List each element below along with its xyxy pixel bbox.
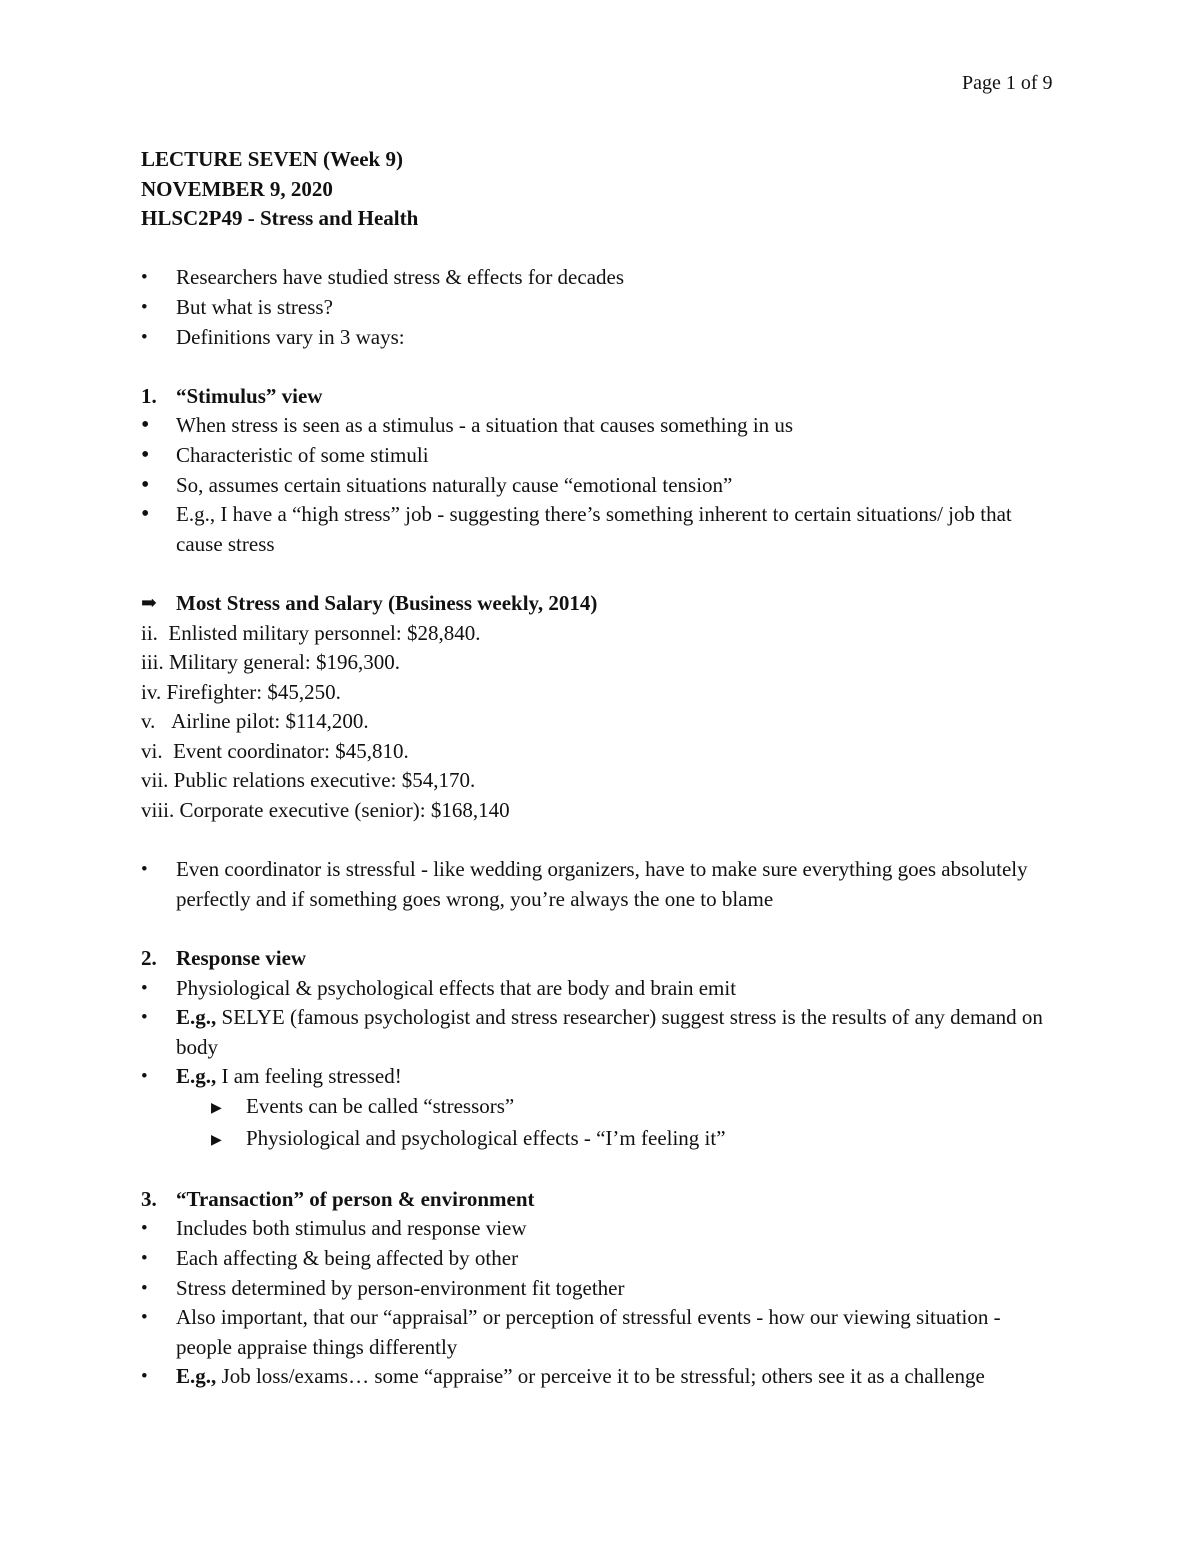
- list-item: vii. Public relations executive: $54,170.: [141, 768, 476, 793]
- triangle-right-icon: ▶: [211, 1132, 222, 1148]
- list-item: • E.g., I am feeling stressed!: [141, 1062, 1061, 1092]
- section-heading: 3. “Transaction” of person & environment: [141, 1186, 535, 1211]
- list-item: ii. Enlisted military personnel: $28,840.: [141, 620, 481, 645]
- bullet-icon: •: [141, 977, 148, 999]
- list-item: • Researchers have studied stress & effects for decades: [141, 263, 1061, 293]
- bullet-icon: •: [141, 1247, 148, 1269]
- bullet-icon: •: [141, 859, 148, 881]
- list-item: • When stress is seen as a stimulus - a situation that causes something in us: [141, 411, 1061, 441]
- list-item: • Includes both stimulus and response view: [141, 1214, 1061, 1244]
- list-item: • Characteristic of some stimuli: [141, 441, 1061, 471]
- list-item: • Definitions vary in 3 ways:: [141, 323, 1061, 353]
- bullet-icon: •: [141, 1307, 148, 1329]
- bullet-icon: •: [141, 471, 150, 498]
- bullet-icon: •: [141, 501, 150, 528]
- bullet-icon: •: [141, 326, 148, 348]
- list-item: • Physiological & psychological effects that are body and brain emit: [141, 974, 1061, 1004]
- list-item: vi. Event coordinator: $45,810.: [141, 738, 409, 763]
- bullet-icon: •: [141, 1218, 148, 1240]
- list-item: v. Airline pilot: $114,200.: [141, 709, 369, 734]
- bullet-icon: •: [141, 267, 148, 289]
- list-item: iii. Military general: $196,300.: [141, 650, 400, 675]
- page-number: Page 1 of 9: [962, 72, 1053, 94]
- list-item: • Even coordinator is stressful - like wedding organizers, have to make sure everything goes absolutely perfectly and if something goes wrong, you’re always the one to blame: [141, 857, 1028, 911]
- list-item: • E.g., SELYE (famous psychologist and stress researcher) suggest stress is the results of any demand on body: [141, 1005, 1043, 1059]
- arrow-right-icon: ➡: [141, 592, 157, 614]
- document-body: [141, 145, 1061, 1392]
- bullet-icon: •: [141, 1066, 148, 1088]
- bullet-icon: •: [141, 1366, 148, 1388]
- bullet-icon: •: [141, 441, 150, 468]
- course-title: HLSC2P49 - Stress and Health: [141, 206, 419, 231]
- list-item: • So, assumes certain situations naturally cause “emotional tension”: [141, 471, 1061, 501]
- bullet-icon: •: [141, 1007, 148, 1029]
- bullet-icon: •: [141, 1277, 148, 1299]
- sub-list-item: ▶ Events can be called “stressors”: [141, 1092, 1061, 1124]
- list-item: viii. Corporate executive (senior): $168,140: [141, 798, 510, 823]
- triangle-right-icon: ▶: [211, 1101, 222, 1116]
- bullet-icon: •: [141, 296, 148, 318]
- bullet-icon: •: [141, 412, 150, 439]
- section-heading: 2. Response view: [141, 946, 307, 971]
- list-item: • E.g., Job loss/exams… some “appraise” or perceive it to be stressful; others see it as a challenge: [141, 1362, 1061, 1392]
- list-item: • Also important, that our “appraisal” or perception of stressful events - how our viewing situation - people appraise things differently: [141, 1305, 1001, 1359]
- section-heading: 1. “Stimulus” view: [141, 383, 323, 408]
- list-item: • Stress determined by person-environment fit together: [141, 1274, 1061, 1304]
- list-item: • But what is stress?: [141, 293, 1061, 323]
- list-item: iv. Firefighter: $45,250.: [141, 679, 341, 704]
- list-item: • Each affecting & being affected by other: [141, 1244, 1061, 1274]
- list-item: • E.g., I have a “high stress” job - suggesting there’s something inherent to certain situations/ job that cause stress: [141, 501, 1012, 556]
- salary-heading: ➡ Most Stress and Salary (Business weekly, 2014): [141, 589, 1061, 619]
- lecture-title: LECTURE SEVEN (Week 9): [141, 147, 403, 171]
- lecture-date: NOVEMBER 9, 2020: [141, 176, 333, 201]
- sub-list-item: ▶ Physiological and psychological effects - “I’m feeling it”: [141, 1124, 1061, 1156]
